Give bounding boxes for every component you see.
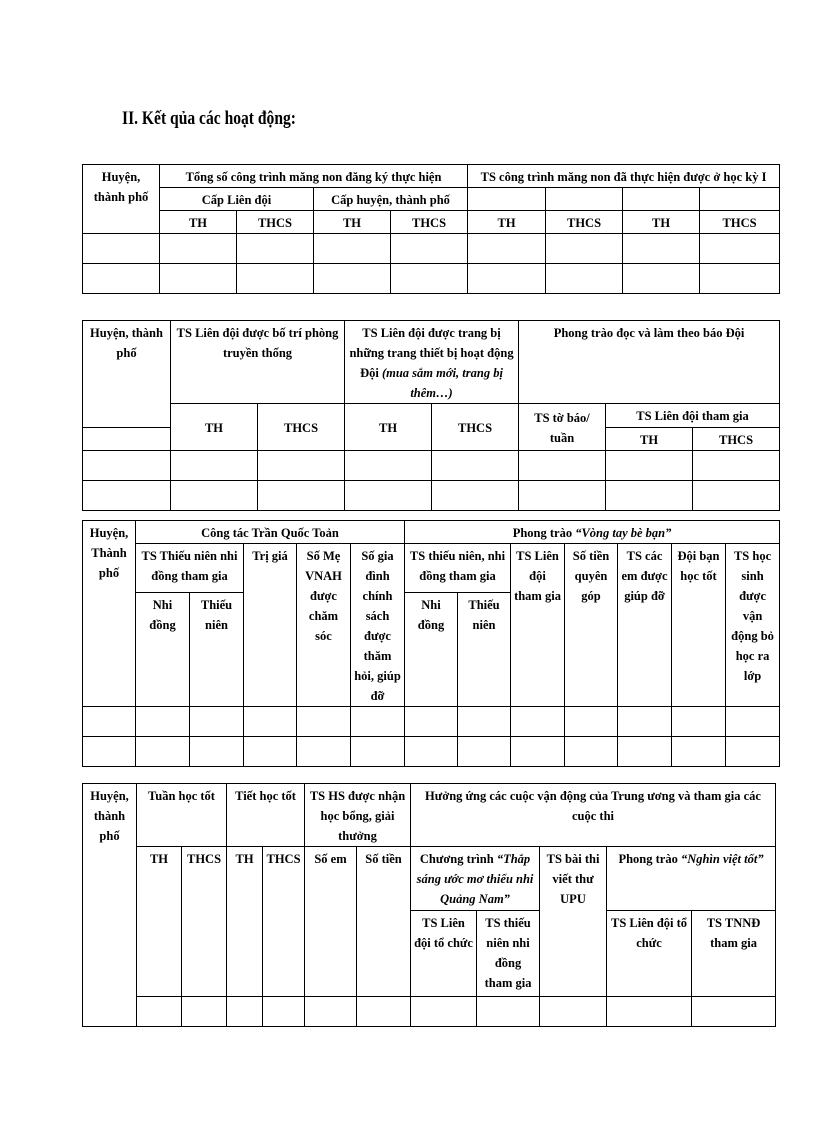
t4-campaigns: Hưởng ứng các cuộc vận động của Trung ương và tham gia các cuộc thi: [411, 784, 776, 847]
cell[interactable]: [171, 451, 258, 481]
cell[interactable]: [345, 481, 432, 511]
cell[interactable]: [237, 234, 314, 264]
table-row: [83, 707, 780, 737]
table-row: [83, 451, 780, 481]
cell[interactable]: [83, 481, 171, 511]
t3-nhi-dong: Nhi đồng: [405, 593, 458, 707]
t1-blank: [700, 188, 780, 211]
cell[interactable]: [171, 481, 258, 511]
cell[interactable]: [623, 234, 700, 264]
cell[interactable]: [546, 234, 623, 264]
t2-tradition-room-header: TS Liên đội được bố trí phòng truyền thống: [171, 321, 345, 404]
cell[interactable]: [83, 234, 160, 264]
cell[interactable]: [136, 737, 190, 767]
t1-thcs: THCS: [391, 211, 468, 234]
t3-mobilized: TS học sinh được vận động bỏ học ra lớp: [726, 544, 780, 707]
t4-nvt-name: “Nghìn việt tốt”: [680, 852, 764, 866]
cell[interactable]: [351, 707, 405, 737]
t1-done-header: TS công trình măng non đã thực hiện được ở học kỳ I: [468, 165, 780, 188]
t4-scholarship: TS HS được nhận học bổng, giải thưởng: [305, 784, 411, 847]
cell[interactable]: [136, 707, 190, 737]
cell[interactable]: [190, 737, 244, 767]
cell[interactable]: [190, 707, 244, 737]
t4-th: TH: [137, 847, 182, 997]
t1-blank: [468, 188, 546, 211]
t3-nhi-dong: Nhi đồng: [136, 593, 190, 707]
cell[interactable]: [693, 451, 780, 481]
cell[interactable]: [405, 707, 458, 737]
cell[interactable]: [182, 997, 227, 1027]
t2-district-header: Huyện, thành phố: [83, 321, 171, 428]
cell[interactable]: [137, 997, 182, 1027]
t3-money: Số tiền quyên góp: [565, 544, 618, 707]
cell[interactable]: [623, 264, 700, 294]
t3-value: Trị giá: [244, 544, 297, 707]
t1-blank: [623, 188, 700, 211]
t2-reading-header: Phong trào đọc và làm theo báo Đội: [519, 321, 780, 404]
cell[interactable]: [692, 997, 776, 1027]
table-row: [83, 264, 780, 294]
t4-ld-organized: TS Liên đội tổ chức: [607, 911, 692, 997]
table-tqt-vtbb: [82, 520, 780, 767]
cell[interactable]: [468, 234, 546, 264]
cell[interactable]: [160, 264, 237, 294]
cell[interactable]: [314, 264, 391, 294]
cell[interactable]: [258, 451, 345, 481]
cell[interactable]: [297, 707, 351, 737]
cell[interactable]: [726, 737, 780, 767]
t2-th: TH: [345, 404, 432, 451]
table-row: [83, 737, 780, 767]
cell[interactable]: [227, 997, 263, 1027]
cell[interactable]: [546, 264, 623, 294]
t4-district-header: Huyện, thành phố: [83, 784, 137, 1027]
t2-equipment-header: [345, 321, 519, 404]
t2-thcs: THCS: [693, 428, 780, 451]
cell[interactable]: [565, 707, 618, 737]
t4-members-joined: TS thiếu niên nhi đồng tham gia: [477, 911, 540, 997]
t3-lien-doi: TS Liên đội tham gia: [511, 544, 565, 707]
cell[interactable]: [160, 234, 237, 264]
cell[interactable]: [700, 234, 780, 264]
table-facilities: [82, 320, 780, 511]
cell[interactable]: [351, 737, 405, 767]
cell[interactable]: [83, 451, 171, 481]
cell[interactable]: [519, 481, 606, 511]
t1-level-district: Cấp huyện, thành phố: [314, 188, 468, 211]
cell[interactable]: [345, 451, 432, 481]
cell[interactable]: [244, 707, 297, 737]
cell[interactable]: [391, 234, 468, 264]
t2-blank: [83, 428, 171, 451]
cell[interactable]: [258, 481, 345, 511]
t4-count: Số em: [305, 847, 357, 997]
cell[interactable]: [263, 997, 305, 1027]
cell[interactable]: [458, 737, 511, 767]
t1-registered-header: Tổng số công trình măng non đăng ký thực hiện: [160, 165, 468, 188]
t2-joined-header: TS Liên đội tham gia: [606, 404, 780, 428]
cell[interactable]: [607, 997, 692, 1027]
cell[interactable]: [606, 451, 693, 481]
cell[interactable]: [391, 264, 468, 294]
t3-vtbb-header: [405, 521, 780, 544]
cell[interactable]: [357, 997, 411, 1027]
cell[interactable]: [672, 707, 726, 737]
t4-th: TH: [227, 847, 263, 997]
t2-thcs: THCS: [432, 404, 519, 451]
t1-thcs: THCS: [237, 211, 314, 234]
t1-th: TH: [160, 211, 237, 234]
t4-ld-organized: TS Liên đội tổ chức: [411, 911, 477, 997]
cell[interactable]: [83, 264, 160, 294]
cell[interactable]: [618, 737, 672, 767]
table-row: [83, 997, 776, 1027]
cell[interactable]: [726, 707, 780, 737]
t3-vtbb-text: Phong trào: [512, 526, 576, 540]
t4-tnnd-joined: TS TNNĐ tham gia: [692, 911, 776, 997]
cell[interactable]: [244, 737, 297, 767]
table-row: [83, 481, 780, 511]
t1-th: TH: [468, 211, 546, 234]
cell[interactable]: [432, 481, 519, 511]
t1-thcs: THCS: [546, 211, 623, 234]
cell[interactable]: [672, 737, 726, 767]
t2-th: TH: [171, 404, 258, 451]
t3-families: Số gia đình chính sách được thăm hỏi, giúp đỡ: [351, 544, 405, 707]
section-heading: II. Kết qủa các hoạt động:: [122, 108, 296, 129]
t4-upu: TS bài thi viết thư UPU: [540, 847, 607, 997]
t3-members-joined2: TS thiếu niên, nhi đồng tham gia: [405, 544, 511, 593]
cell[interactable]: [693, 481, 780, 511]
t3-thieu-nien: Thiếu niên: [458, 593, 511, 707]
t4-thcs: THCS: [182, 847, 227, 997]
t3-thieu-nien: Thiếu niên: [190, 593, 244, 707]
cell[interactable]: [477, 997, 540, 1027]
t2-equipment-note: (mua sắm mới, trang bị thêm…): [381, 366, 503, 400]
t1-district-header: Huyện, thành phố: [83, 165, 160, 234]
cell[interactable]: [305, 997, 357, 1027]
t2-th: TH: [606, 428, 693, 451]
t2-equipment-text: TS Liên đội được trang bị những trang thiết bị hoạt động Đội: [349, 326, 514, 380]
cell[interactable]: [432, 451, 519, 481]
cell[interactable]: [700, 264, 780, 294]
cell[interactable]: [458, 707, 511, 737]
t4-thcs: THCS: [263, 847, 305, 997]
cell[interactable]: [405, 737, 458, 767]
cell[interactable]: [297, 737, 351, 767]
t3-vtbb-name: “Vòng tay bè bạn”: [575, 526, 672, 540]
t1-level-school: Cấp Liên đội: [160, 188, 314, 211]
cell[interactable]: [237, 264, 314, 294]
t3-district-header: Huyện, Thành phố: [83, 521, 136, 707]
t1-th: TH: [623, 211, 700, 234]
t3-members-joined: TS Thiếu niên nhi đồng tham gia: [136, 544, 244, 593]
cell[interactable]: [314, 234, 391, 264]
t4-good-lesson: Tiết học tốt: [227, 784, 305, 847]
t3-helped: TS các em được giúp đỡ: [618, 544, 672, 707]
cell[interactable]: [511, 737, 565, 767]
cell[interactable]: [519, 451, 606, 481]
t4-nvt-text: Phong trào: [618, 852, 681, 866]
t4-money: Số tiền: [357, 847, 411, 997]
cell[interactable]: [468, 264, 546, 294]
t2-papers-week: TS tờ báo/ tuần: [519, 404, 606, 451]
cell[interactable]: [83, 707, 136, 737]
t2-thcs: THCS: [258, 404, 345, 451]
cell[interactable]: [565, 737, 618, 767]
t4-nvt: [607, 847, 776, 911]
t4-program-text: Chương trình: [419, 852, 497, 866]
t1-th: TH: [314, 211, 391, 234]
cell[interactable]: [83, 737, 136, 767]
t1-blank: [546, 188, 623, 211]
cell[interactable]: [540, 997, 607, 1027]
t4-program: [411, 847, 540, 911]
t3-tqt-header: Công tác Trần Quốc Toản: [136, 521, 405, 544]
cell[interactable]: [511, 707, 565, 737]
t4-good-week: Tuần học tốt: [137, 784, 227, 847]
table-row: [83, 234, 780, 264]
cell[interactable]: [618, 707, 672, 737]
t3-good-friends: Đội bạn học tốt: [672, 544, 726, 707]
t4-program-name: “Thắp sáng ước mơ thiếu nhi Quảng Nam”: [416, 852, 534, 906]
cell[interactable]: [411, 997, 477, 1027]
t1-thcs: THCS: [700, 211, 780, 234]
t3-mothers: Số Mẹ VNAH được chăm sóc: [297, 544, 351, 707]
cell[interactable]: [606, 481, 693, 511]
table-study-campaigns: [82, 783, 776, 1027]
table-projects: [82, 164, 780, 294]
